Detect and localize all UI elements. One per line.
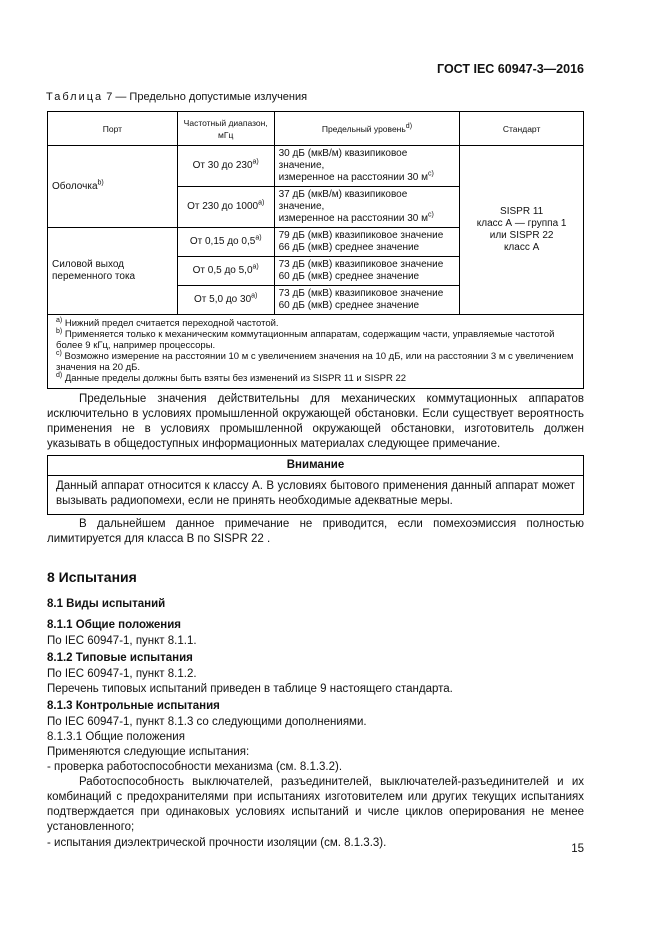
footnote-ref: c) [427, 211, 434, 219]
level-line: измеренное на расстоянии 30 м [278, 172, 428, 183]
text-8-1-2-a: По IEC 60947-1, пункт 8.1.2. [47, 668, 197, 680]
note-text: Применяется только к механическим коммутационным аппаратам, содержащим части, управляемые частотой более 9 кГц, например процессоры. [56, 329, 555, 351]
standard-id: ГОСТ IEC 60947-3—2016 [437, 62, 584, 76]
port-enclosure-text: Оболочка [52, 180, 98, 192]
table-notes-row [48, 315, 584, 389]
level-line: 73 дБ (мкВ) квазипиковое значение [278, 259, 444, 270]
text-8-1-1: По IEC 60947-1, пункт 8.1.1. [47, 635, 197, 647]
level-line: 37 дБ (мкВ/м) квазипиковое значение, [278, 189, 408, 212]
paragraph-note-omission: В дальнейшем данное примечание не приводится, если помехоэмиссия полностью лимитируется для класса В по SISPR 22 . [47, 518, 584, 545]
standard-cell [460, 146, 584, 315]
table-header-row [48, 112, 584, 146]
level-line: 66 дБ (мкВ) среднее значение [278, 242, 420, 253]
footnote-ref: d) [405, 122, 413, 130]
heading-8-1-1: 8.1.1 Общие положения [47, 619, 182, 631]
footnote-ref: a) [251, 292, 258, 300]
standard-line: или SISPR 22 [489, 230, 554, 241]
freq-text: От 5,0 до 30 [194, 294, 252, 305]
table-note [56, 351, 575, 373]
table-note [56, 329, 575, 351]
level-line: 79 дБ (мкВ) квазипиковое значение [278, 230, 444, 241]
port-enclosure [48, 146, 178, 228]
caption-word: Таблица [46, 91, 104, 103]
notice-text: Данный аппарат относится к классу А. В условиях бытового применения данный аппарат может вызывать радиопомехи, если не принять необходимые адекватные меры. [56, 480, 575, 507]
caption-text: 7 — Предельно допустимые излучения [103, 91, 308, 103]
header-port: Порт [48, 112, 178, 146]
footnote-ref: a) [255, 234, 262, 242]
paragraph-operability: Работоспособность выключателей, разъединителей, выключателей-разъединителей и их комбинаций с предохранителями при испытаниях изготовителем или других текущих испытаниях подтверждается при одинаковых условиях испытаний и числе циклов оперирования не менее установленного; [47, 776, 584, 833]
page-number: 15 [571, 843, 584, 855]
note-text: Возможно измерение на расстоянии 10 м с увеличением значения на 10 дБ, или на расстоянии 3 м с увеличением значения на 20 дБ. [56, 351, 574, 373]
freq-text: От 0,15 до 0,5 [189, 236, 256, 247]
footnote-ref: b) [97, 179, 104, 187]
level-cell [274, 228, 460, 257]
note-mark: c) [56, 349, 62, 357]
level-cell [274, 146, 460, 187]
level-cell [274, 286, 460, 315]
text-8-1-3-b: 8.1.3.1 Общие положения [47, 731, 185, 743]
heading-8-1-3: 8.1.3 Контрольные испытания [47, 700, 220, 712]
footnote-ref: a) [258, 199, 265, 207]
footnote-ref: c) [427, 170, 434, 178]
level-line: 60 дБ (мкВ) среднее значение [278, 300, 420, 311]
footnote-ref: a) [252, 263, 259, 271]
level-line: измеренное на расстоянии 30 м [278, 213, 428, 224]
warning-notice-box [47, 455, 584, 515]
text-8-1-2-b: Перечень типовых испытаний приведен в таблице 9 настоящего стандарта. [47, 683, 453, 695]
freq-text: От 0,5 до 5,0 [192, 265, 253, 276]
header-limit-level [274, 112, 460, 146]
header-limit-level-text: Предельный уровень [321, 123, 406, 134]
header-frequency: Частотный диапазон, мГц [177, 112, 274, 146]
freq-cell [177, 228, 274, 257]
emission-limits-table [47, 111, 584, 389]
text-8-1-3-a: По IEC 60947-1, пункт 8.1.3 со следующими дополнениями. [47, 716, 367, 728]
paragraph-limits-validity: Предельные значения действительны для механических коммутационных аппаратов исключительно в условиях промышленной окружающей обстановки. Если существует вероятность применения не в условиях промышленной окружающей обстановки, изготовитель должен указывать в общедоступных информационных материалах следующее примечание. [47, 393, 584, 450]
text-dielectric-test: - испытания диэлектрической прочности изоляции (см. 8.1.3.3). [47, 837, 387, 849]
freq-cell [177, 286, 274, 315]
level-cell [274, 187, 460, 228]
level-line: 30 дБ (мкВ/м) квазипиковое значение, [278, 148, 408, 171]
section-heading-8: 8 Испытания [47, 569, 137, 585]
table-notes [48, 315, 584, 389]
note-mark: a) [56, 316, 63, 324]
text-8-1-3-c: Применяются следующие испытания: [47, 746, 250, 758]
heading-8-1: 8.1 Виды испытаний [47, 598, 166, 610]
standard-line: SISPR 11 [500, 206, 544, 217]
port-power-output: Силовой выход переменного тока [48, 228, 178, 315]
notice-title: Внимание [48, 456, 583, 476]
table-note [56, 318, 575, 329]
freq-cell [177, 187, 274, 228]
freq-text: От 230 до 1000 [187, 201, 259, 212]
table-note [56, 373, 575, 384]
level-line: 60 дБ (мкВ) среднее значение [278, 271, 420, 282]
note-mark: d) [56, 371, 63, 379]
freq-text: От 30 до 230 [192, 160, 253, 171]
level-line: 73 дБ (мкВ) квазипиковое значение [278, 288, 444, 299]
table-caption [46, 91, 307, 103]
heading-8-1-2: 8.1.2 Типовые испытания [47, 652, 193, 664]
header-standard: Стандарт [460, 112, 584, 146]
table-row [48, 146, 584, 187]
freq-cell [177, 146, 274, 187]
footnote-ref: a) [252, 158, 259, 166]
standard-line: класс А — группа 1 [476, 218, 567, 229]
text-8-1-3-d: - проверка работоспособности механизма (см. 8.1.3.2). [47, 761, 343, 773]
freq-cell [177, 257, 274, 286]
note-text: Нижний предел считается переходной частотой. [62, 318, 279, 329]
note-mark: b) [56, 327, 63, 335]
note-text: Данные пределы должны быть взяты без изменений из SISPR 11 и SISPR 22 [62, 373, 407, 384]
standard-line: класс А [503, 242, 540, 253]
level-cell [274, 257, 460, 286]
